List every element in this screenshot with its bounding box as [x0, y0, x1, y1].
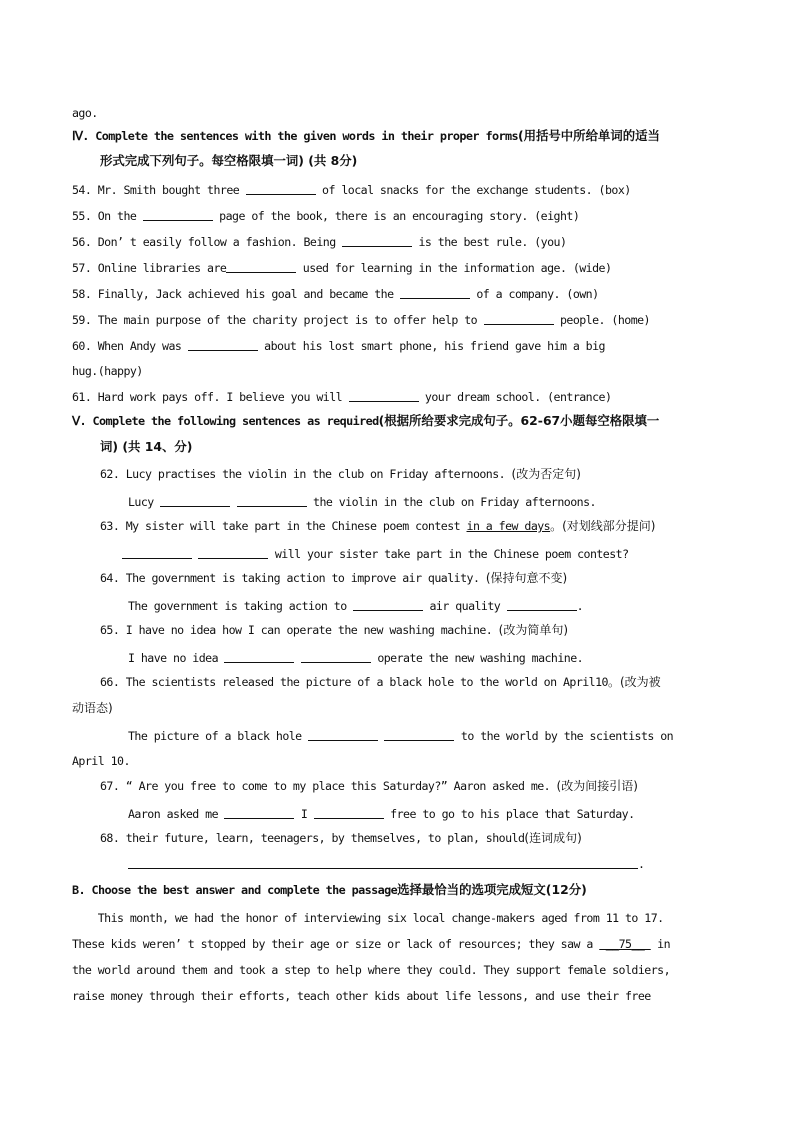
item-56: 56. Don’ t easily follow a fashion. Being is the best rule. (you) [72, 235, 567, 249]
question-67: 67. “ Are you free to come to my place this Saturday?” Aaron asked me. (改为间接引语) [100, 779, 638, 793]
passage-line-1: This month, we had the honor of interviewing six local change-makers aged from 11 to 17. [72, 911, 664, 925]
question-66-cont: 动语态) [72, 701, 113, 715]
answer-blank[interactable] [349, 389, 419, 402]
sectionB-heading: B. Choose the best answer and complete the passage选择最恰当的选项完成短文(12分) [72, 882, 587, 897]
section4-heading [72, 128, 660, 144]
answer-62: Lucy the violin in the club on Friday afternoons. [128, 495, 596, 509]
answer-65: I have no idea operate the new washing machine. [128, 651, 584, 665]
item-61: 61. Hard work pays off. I believe you will your dream school. (entrance) [72, 390, 612, 404]
item-60: 60. When Andy was about his lost smart phone, his friend gave him a big [72, 339, 605, 353]
answer-blank[interactable] [400, 286, 470, 299]
question-66: 66. The scientists released the picture of a black hole to the world on April10。(改为被 [100, 675, 661, 689]
answer-64: The government is taking action to air quality . [128, 599, 584, 613]
answer-blank[interactable] [224, 806, 294, 819]
section5-heading-cont [100, 439, 192, 455]
section5-heading-cn1: (根据所给要求完成句子。62-67小题每空格限填一 [378, 413, 660, 428]
section5-roman: Ⅴ. [72, 414, 86, 428]
answer-blank[interactable] [224, 650, 294, 663]
answer-66: The picture of a black hole to the world by the scientists on [128, 729, 674, 743]
answer-blank[interactable] [143, 208, 213, 221]
answer-blank[interactable] [198, 546, 268, 559]
question-64: 64. The government is taking action to improve air quality. (保持句意不变) [100, 571, 568, 585]
section4-heading-cont [100, 153, 357, 169]
answer-63: will your sister take part in the Chinese poem contest? [122, 546, 629, 562]
answer-blank[interactable] [314, 806, 384, 819]
answer-66-cont: April 10. [72, 754, 130, 768]
answer-blank[interactable] [226, 260, 296, 273]
answer-blank[interactable] [301, 650, 371, 663]
answer-blank[interactable] [484, 312, 554, 325]
item-54: 54. Mr. Smith bought three of local snacks for the exchange students. (box) [72, 183, 631, 197]
item-57: 57. Online libraries are used for learning in the information age. (wide) [72, 261, 612, 275]
section4-heading-cn1: (用括号中所给单词的适当 [517, 128, 660, 143]
answer-blank[interactable] [308, 728, 378, 741]
question-65: 65. I have no idea how I can operate the new washing machine. (改为简单句) [100, 623, 569, 637]
section5-heading-cn2: 词) (共 14、分) [100, 439, 193, 454]
question-62: 62. Lucy practises the violin in the club on Friday afternoons. (改为否定句) [100, 467, 581, 481]
section5-heading [72, 413, 659, 429]
answer-68: . [128, 856, 644, 872]
answer-blank[interactable] [384, 728, 454, 741]
item-58: 58. Finally, Jack achieved his goal and became the of a company. (own) [72, 287, 599, 301]
answer-blank[interactable] [188, 338, 258, 351]
top-fragment: ago. [72, 106, 98, 120]
answer-blank[interactable] [342, 234, 412, 247]
answer-blank[interactable] [122, 546, 192, 559]
answer-blank[interactable] [507, 598, 577, 611]
underlined-phrase: in a few days [466, 519, 551, 533]
answer-blank[interactable] [246, 182, 316, 195]
answer-blank[interactable] [237, 494, 307, 507]
question-63: 63. My sister will take part in the Chinese poem contest in a few days。(对划线部分提问) [100, 519, 656, 533]
passage-line-3: the world around them and took a step to help where they could. They support female soldiers, [72, 963, 670, 977]
item-60-cont: hug.(happy) [72, 364, 143, 378]
answer-blank[interactable] [353, 598, 423, 611]
answer-blank[interactable] [160, 494, 230, 507]
section4-roman: Ⅳ. [72, 129, 89, 143]
passage-line-2: These kids weren’ t stopped by their age or size or lack of resources; they saw a __75__ in [72, 937, 671, 951]
section4-heading-cn2: 形式完成下列句子。每空格限填一词) (共 8分) [100, 153, 358, 168]
passage-blank-75[interactable]: __75__ [599, 937, 651, 951]
item-59: 59. The main purpose of the charity project is to offer help to people. (home) [72, 313, 650, 327]
item-55: 55. On the page of the book, there is an encouraging story. (eight) [72, 209, 580, 223]
answer-blank[interactable] [128, 856, 638, 869]
section5-heading-en: Complete the following sentences as required [85, 414, 379, 428]
section4-heading-en: Complete the sentences with the given words in their proper forms [88, 129, 518, 143]
answer-67: Aaron asked me I free to go to his place that Saturday. [128, 807, 635, 821]
passage-line-4: raise money through their efforts, teach other kids about life lessons, and use their free [72, 989, 651, 1003]
question-68: 68. their future, learn, teenagers, by themselves, to plan, should(连词成句) [100, 831, 582, 845]
